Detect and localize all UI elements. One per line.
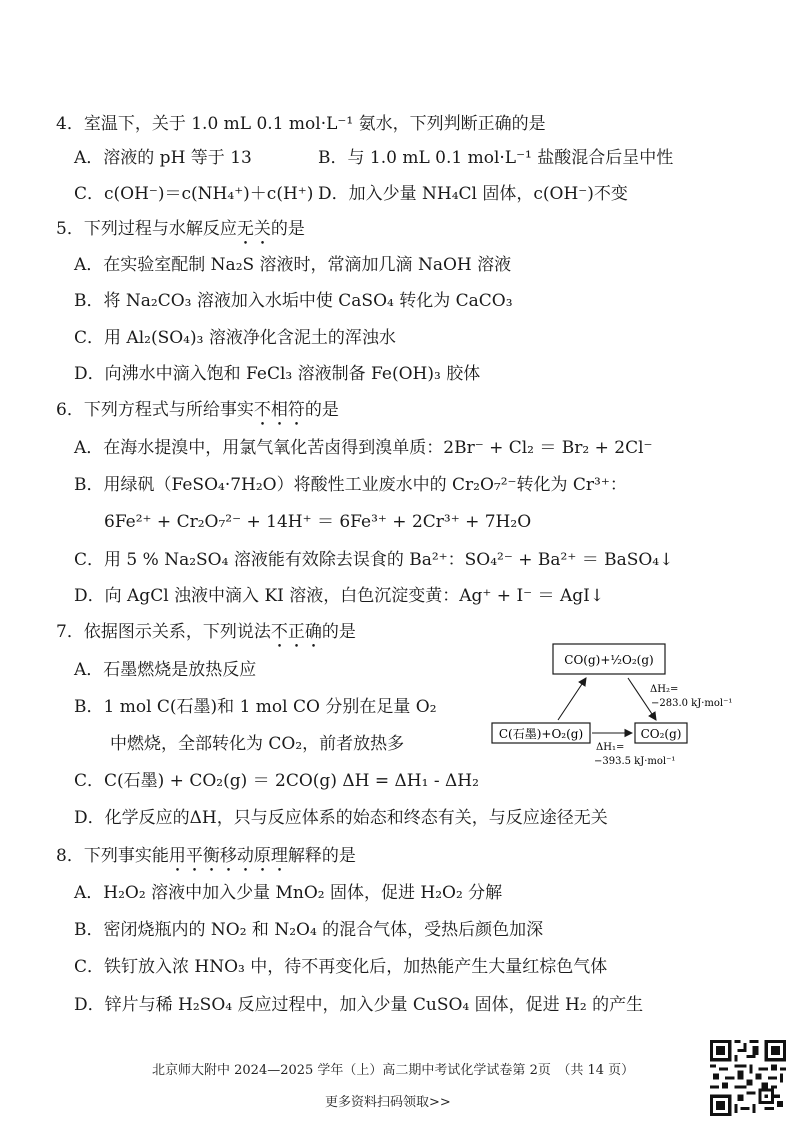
- dh1-value: −393.5 kJ·mol⁻¹: [594, 756, 676, 767]
- dh1-label: ΔH₁=: [596, 742, 625, 753]
- box-co-o2-label: CO(g)+½O₂(g): [564, 653, 654, 667]
- q6-option-a: A．在海水提溴中，用氯气氧化苦卤得到溴单质：2Br⁻ + Cl₂ ＝ Br₂ + 2Cl⁻: [74, 438, 653, 458]
- q7-option-c: C．C(石墨) + CO₂(g) ＝ 2CO(g) ΔH = ΔH₁ - ΔH₂: [74, 771, 479, 791]
- q5-stem-pre: 5．下列过程与水解反应: [56, 219, 237, 239]
- q8-option-d: D．锌片与稀 H₂SO₄ 反应过程中，加入少量 CuSO₄ 固体，促进 H₂ 的产生: [74, 995, 644, 1015]
- q7-option-a: A．石墨燃烧是放热反应: [74, 660, 257, 680]
- q6-stem: [56, 399, 339, 430]
- q8-stem-emph: 用平衡移动原理: [168, 846, 288, 866]
- q6-stem-post: 的是: [304, 400, 339, 420]
- q4-option-d: D．加入少量 NH₄Cl 固体，c(OH⁻)不变: [318, 184, 628, 204]
- q5-option-a: A．在实验室配制 Na₂S 溶液时，常滴加几滴 NaOH 溶液: [74, 255, 512, 275]
- arrow-c-to-co: [558, 678, 586, 720]
- q5-option-c: C．用 Al₂(SO₄)₃ 溶液净化含泥土的浑浊水: [74, 328, 396, 348]
- q6-option-c: C．用 5 % Na₂SO₄ 溶液能有效除去误食的 Ba²⁺：SO₄²⁻ + Ba²⁺ ＝ BaSO₄↓: [74, 550, 674, 570]
- q8-stem-pre: 8．下列事实能: [56, 846, 169, 866]
- q5-option-b: B．将 Na₂CO₃ 溶液加入水垢中使 CaSO₄ 转化为 CaCO₃: [74, 291, 513, 311]
- q7-stem-emph: 不正确: [270, 622, 322, 642]
- q7-option-b-line1: B．1 mol C(石墨)和 1 mol CO 分别在足量 O₂: [74, 697, 437, 717]
- q6-stem-emph: 不相符: [253, 400, 305, 420]
- q5-stem-post: 的是: [270, 219, 305, 239]
- q7-stem-post: 的是: [321, 622, 356, 642]
- q4-stem: 4．室温下，关于 1.0 mL 0.1 mol·L⁻¹ 氨水，下列判断正确的是: [56, 114, 546, 134]
- q8-stem-post: 解释的是: [287, 846, 356, 866]
- dh2-value: −283.0 kJ·mol⁻¹: [651, 698, 733, 709]
- q6-option-b-line2: 6Fe²⁺ + Cr₂O₇²⁻ + 14H⁺ ＝ 6Fe³⁺ + 2Cr³⁺ + 7H₂O: [104, 512, 532, 532]
- q6-option-b-line1: B．用绿矾（FeSO₄·7H₂O）将酸性工业废水中的 Cr₂O₇²⁻转化为 Cr³⁺：: [74, 475, 627, 495]
- page-footer: 北京师大附中 2024—2025 学年（上）高二期中考试化学试卷第 2页 （共 14 页）: [152, 1063, 635, 1078]
- dh2-label: ΔH₂=: [650, 684, 679, 695]
- q4-option-a: A．溶液的 pH 等于 13: [74, 148, 252, 168]
- qr-code-icon[interactable]: [710, 1040, 786, 1116]
- box-co2-label: CO₂(g): [640, 727, 682, 741]
- q4-option-c: C．c(OH⁻)＝c(NH₄⁺)＋c(H⁺): [74, 184, 314, 204]
- enthalpy-cycle-diagram: [488, 640, 763, 770]
- q5-stem-emph: 无关: [236, 219, 271, 239]
- q5-option-d: D．向沸水中滴入饱和 FeCl₃ 溶液制备 Fe(OH)₃ 胶体: [74, 364, 481, 384]
- q7-stem-pre: 7．依据图示关系，下列说法: [56, 622, 271, 642]
- q5-stem: [56, 218, 305, 249]
- q6-option-d: D．向 AgCl 浊液中滴入 KI 溶液，白色沉淀变黄：Ag⁺ + I⁻ ＝ AgI↓: [74, 586, 605, 606]
- q7-option-d: D．化学反应的ΔH，只与反应体系的始态和终态有关，与反应途径无关: [74, 808, 608, 828]
- q8-option-c: C．铁钉放入浓 HNO₃ 中，待不再变化后，加热能产生大量红棕色气体: [74, 957, 608, 977]
- q4-option-b: B．与 1.0 mL 0.1 mol·L⁻¹ 盐酸混合后呈中性: [318, 148, 674, 168]
- q8-stem: [56, 845, 356, 876]
- q7-option-b-line2: 中燃烧，全部转化为 CO₂，前者放热多: [110, 734, 405, 754]
- qr-prompt-text: 更多资料扫码领取>>: [325, 1095, 451, 1110]
- q7-stem: [56, 621, 356, 652]
- q8-option-a: A．H₂O₂ 溶液中加入少量 MnO₂ 固体，促进 H₂O₂ 分解: [74, 883, 503, 903]
- q6-stem-pre: 6．下列方程式与所给事实: [56, 400, 254, 420]
- box-c-o2-label: C(石墨)+O₂(g): [498, 727, 584, 741]
- q8-option-b: B．密闭烧瓶内的 NO₂ 和 N₂O₄ 的混合气体，受热后颜色加深: [74, 920, 544, 940]
